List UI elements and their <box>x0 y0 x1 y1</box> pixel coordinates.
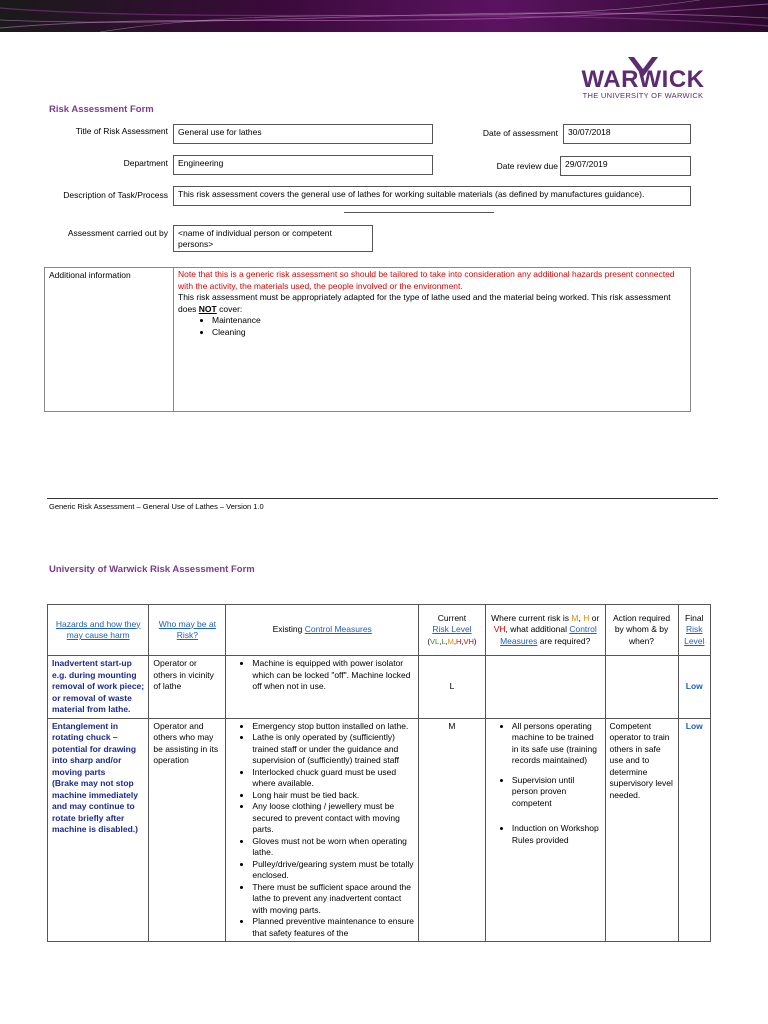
date-label: Date of assessment <box>482 128 558 138</box>
measures-cell[interactable] <box>226 656 419 719</box>
header-additional[interactable]: Where current risk is M, H or VH, what additional Control Measures are required? <box>485 605 605 656</box>
footer-text: Generic Risk Assessment – General Use of Lathes – Version 1.0 <box>49 502 264 511</box>
table-row <box>48 718 711 942</box>
section-title: University of Warwick Risk Assessment Form <box>49 564 255 575</box>
list-item: • There must be sufficient space around the lathe to prevent any inadvertent contact with moving parts. <box>252 882 414 917</box>
header-banner <box>0 0 768 32</box>
additional-info-label: Additional information <box>49 270 131 280</box>
department-field[interactable]: Engineering <box>173 155 433 175</box>
list-item: • Planned preventive maintenance to ensure that safety features of the <box>252 916 414 939</box>
title-label: Title of Risk Assessment <box>75 126 168 136</box>
additional-info-content[interactable] <box>173 267 691 412</box>
logo-subtitle: THE UNIVERSITY OF WARWICK <box>582 91 704 100</box>
table-row <box>48 656 711 719</box>
risk-table <box>47 604 711 942</box>
header-existing[interactable]: Existing Control Measures <box>226 605 419 656</box>
additional-measures-cell[interactable] <box>485 718 605 942</box>
final-risk-cell[interactable]: Low <box>678 718 710 942</box>
header-current[interactable]: Current Risk Level (VL,L,M,H,VH) <box>419 605 486 656</box>
assessor-label: Assessment carried out by <box>67 228 168 238</box>
generic-warning: Note that this is a generic risk assessment so should be tailored to take into consideration any additional hazards present connected with the activity, the materials used, the people involved or the environment. <box>178 269 675 291</box>
list-item: • Induction on Workshop Rules provided <box>512 823 601 846</box>
list-item: • Any loose clothing / jewellery must be secured to prevent contact with moving parts. <box>252 801 414 836</box>
table-header-row <box>48 605 711 656</box>
current-risk-cell[interactable]: L <box>419 656 486 719</box>
list-item: • Lathe is only operated by (sufficiently) trained staff or under the guidance and supervision of (sufficiently) trained staff <box>252 732 414 767</box>
who-cell[interactable]: Operator and others who may be assisting in its operation <box>149 718 226 942</box>
hazard-cell[interactable]: Inadvertent start-up e.g. during mounting removal of work piece; or removal of waste material from lathe. <box>48 656 149 719</box>
header-who[interactable]: Who may be at Risk? <box>149 605 226 656</box>
review-label: Date review due <box>496 161 558 171</box>
list-item: • Gloves must not be worn when operating lathe. <box>252 836 414 859</box>
action-cell[interactable]: Competent operator to train others in safe use and to determine supervisory level needed. <box>605 718 678 942</box>
date-field[interactable]: 30/07/2018 <box>563 124 691 144</box>
department-label: Department <box>123 158 168 168</box>
list-item: • Machine is equipped with power isolator which can be locked "off". Machine locked off when not in use. <box>252 658 414 693</box>
list-item: • All persons operating machine to be trained in its safe use (training records maintained) <box>512 721 601 767</box>
description-label: Description of Task/Process <box>63 190 168 200</box>
who-cell[interactable]: Operator or others in vicinity of lathe <box>149 656 226 719</box>
list-item: • Emergency stop button installed on lathe. <box>252 721 414 733</box>
footer-divider <box>47 498 718 499</box>
list-item: • Pulley/drive/gearing system must be totally enclosed. <box>252 859 414 882</box>
header-hazards[interactable]: Hazards and how they may cause harm <box>48 605 149 656</box>
measures-cell[interactable] <box>226 718 419 942</box>
adaptation-note: This risk assessment must be appropriately adapted for the type of lathe used and the material being worked. This risk assessment does NOT cover: <box>178 292 671 314</box>
list-item: • Interlocked chuck guard must be used where available. <box>252 767 414 790</box>
current-risk-cell[interactable]: M <box>419 718 486 942</box>
title-field[interactable]: General use for lathes <box>173 124 433 144</box>
logo-wordmark: WARWICK <box>581 66 705 93</box>
description-field[interactable]: This risk assessment covers the general use of lathes for working suitable materials (as defined by manufactures guidance). <box>173 186 691 206</box>
review-field[interactable]: 29/07/2019 <box>560 156 691 176</box>
list-item: • Long hair must be tied back. <box>252 790 414 802</box>
hazard-cell[interactable]: Entanglement in rotating chuck – potential for drawing into sharp and/or moving parts (Brake may not stop machine immediately and may continue to rotate briefly after machine is disabled.) <box>48 718 149 942</box>
list-item: • Maintenance <box>212 315 687 327</box>
list-item: • Supervision until person proven competent <box>512 775 601 810</box>
exclusions-list <box>178 315 687 338</box>
final-risk-cell[interactable]: Low <box>678 656 710 719</box>
header-action[interactable]: Action required by whom & by when? <box>605 605 678 656</box>
action-cell[interactable] <box>605 656 678 719</box>
additional-measures-cell[interactable] <box>485 656 605 719</box>
description-underline <box>344 212 494 213</box>
header-final[interactable]: Final Risk Level <box>678 605 710 656</box>
list-item: • Cleaning <box>212 327 687 339</box>
form-title: Risk Assessment Form <box>49 104 154 115</box>
assessor-field[interactable]: <name of individual person or competent persons> <box>173 225 373 252</box>
